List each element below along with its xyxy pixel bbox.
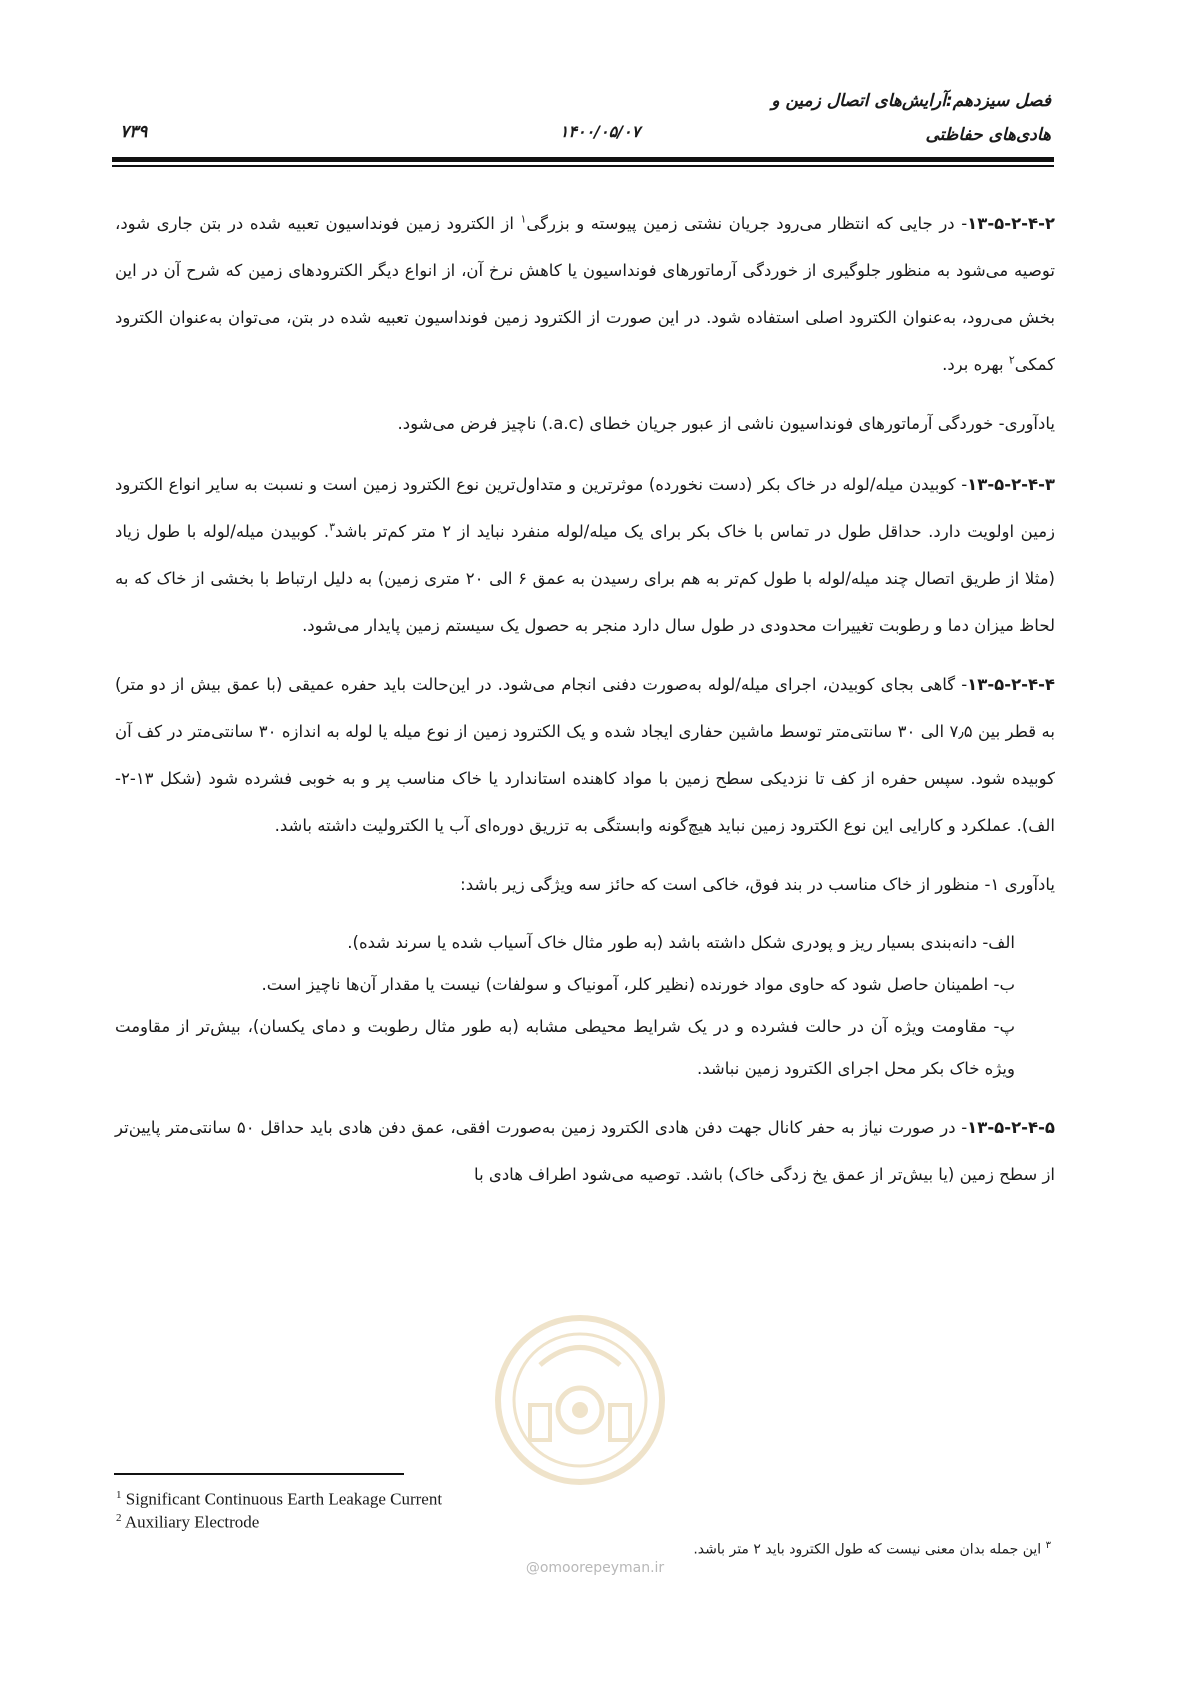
chapter-title-line2: هادی‌های حفاظتی — [925, 125, 1051, 145]
footnote-text: Significant Continuous Earth Leakage Current — [125, 1489, 443, 1509]
chapter-title-line1: فصل سیزدهم:آرایش‌های اتصال زمین و — [771, 91, 1051, 111]
footnote-2 — [116, 1507, 259, 1534]
reminder-item: ب- اطمینان حاصل شود که حاوی مواد خورنده (نظیر کلر، آمونیاک و سولفات) نیست یا مقدار آن‌ها ناچیز است. — [261, 975, 1015, 994]
footnote-ref[interactable]: ۱ — [520, 212, 527, 226]
header-date: ۱۴۰۰/۰۵/۰۷ — [559, 122, 641, 141]
watermark-url: @omoorepeyman.ir — [525, 1560, 665, 1576]
section-text: - در جایی که انتظار می‌رود جریان نشتی زمین پیوسته و بزرگی — [526, 214, 968, 233]
section-number: ۱۳-۵-۲-۴-۴ — [967, 675, 1055, 694]
footnote-3 — [451, 1540, 1051, 1558]
footnote-text: این جمله بدان معنی نیست که طول الکترود باید ۲ متر باشد. — [693, 1541, 1042, 1558]
watermark-logo — [490, 1310, 670, 1490]
header-rule-thin — [112, 165, 1054, 167]
footnote-mark: ۳ — [1045, 1540, 1051, 1551]
reminder-item: الف- دانه‌بندی بسیار ریز و پودری شکل داشته باشد (به طور مثال خاک آسیاب شده یا سرند شده). — [347, 933, 1015, 952]
header-rule-thick — [112, 157, 1054, 162]
section-text: - در صورت نیاز به حفر کانال جهت دفن هادی الکترود زمین به‌صورت افقی، عمق دفن هادی باید حداقل ۵۰ سانتی‌متر پایین‌تر از سطح زمین (یا بیش‌تر از عمق یخ زدگی خاک) باشد. توصیه می‌شود اطراف هادی با — [115, 1118, 1055, 1184]
section-number: ۱۳-۵-۲-۴-۲ — [967, 214, 1055, 233]
section-paragraph — [115, 461, 1055, 649]
page-number: ۷۳۹ — [120, 122, 148, 142]
footnote-text: Auxiliary Electrode — [124, 1512, 260, 1532]
footnote-rule — [114, 1473, 404, 1475]
section-text: بهره برد. — [942, 355, 1009, 374]
footnote-mark: 2 — [116, 1512, 122, 1524]
footnote-ref[interactable]: ۳ — [329, 520, 335, 534]
section-text: . کوبیدن میله/لوله با طول زیاد (مثلا از طریق اتصال چند میله/لوله با طول کم‌تر به هم برای رسیدن به عمق ۶ الی ۲۰ متری زمین) به دلیل ارتباط با بخشی از خاک که به لحاظ میزان دما و رطوبت تغییرات محدودی در طول سال دارد منجر به حصول یک سیستم زمین پایدار می‌شود. — [115, 522, 1055, 635]
reminder-intro: یادآوری ۱- منظور از خاک مناسب در بند فوق، خاکی است که حائز سه ویژگی زیر باشد: — [460, 875, 1055, 894]
section-paragraph — [115, 200, 1055, 388]
body-text — [115, 200, 1055, 1210]
footnote-mark: 1 — [116, 1489, 122, 1501]
section-number: ۱۳-۵-۲-۴-۳ — [967, 475, 1055, 494]
section-text: از الکترود زمین فونداسیون تعبیه شده در بتن جاری شود، توصیه می‌شود به منظور جلوگیری از خوردگی آرماتورهای فونداسیون یا کاهش نرخ آن، از انواع دیگر الکترودهای زمین که شرح آن در این بخش می‌رود، به‌عنوان الکترود اصلی استفاده شود. در این صورت از الکترود زمین فونداسیون تعبیه شده در بتن، می‌توان به‌عنوان الکترود کمکی — [115, 214, 1055, 374]
section-number: ۱۳-۵-۲-۴-۵ — [967, 1118, 1055, 1137]
chapter-title — [631, 84, 1051, 152]
footnote-ref[interactable]: ۲ — [1008, 353, 1015, 367]
section-text: - گاهی بجای کوبیدن، اجرای میله/لوله به‌صورت دفنی انجام می‌شود. در این‌حالت باید حفره عمیقی (با عمق بیش از دو متر) به قطر بین ۷٫۵ الی ۳۰ سانتی‌متر توسط ماشین حفاری ایجاد شده و یک الکترود زمین از نوع میله یا لوله به اندازه ۳۰ سانتی‌متر در کف آن کوبیده شود. سپس حفره از کف تا نزدیکی سطح زمین با مواد کاهنده استاندارد یا خاک مناسب پر و به خوبی فشرده شود (شکل ۱۳-۲-الف). عملکرد و کارایی این نوع الکترود زمین نباید هیچ‌گونه وابستگی به تزریق دوره‌ای آب یا الکترولیت داشته باشد. — [115, 675, 1055, 835]
note-paragraph: یادآوری- خوردگی آرماتورهای فونداسیون ناشی از عبور جریان خطای (a.c.) ناچیز فرض می‌شود. — [397, 414, 1055, 433]
section-text: - کوبیدن میله/لوله در خاک بکر (دست نخورده) موثرترین و متداول‌ترین نوع الکترود زمین است و نسبت به سایر انواع الکترود زمین اولویت دارد. حداقل طول در تماس با خاک بکر برای یک میله/لوله منفرد نباید از ۲ متر کم‌تر باشد — [115, 475, 1055, 541]
section-paragraph — [115, 1104, 1055, 1198]
section-paragraph — [115, 661, 1055, 849]
reminder-item: پ- مقاومت ویژه آن در حالت فشرده و در یک شرایط محیطی مشابه (به طور مثال رطوبت و دمای یکسان)، بیش‌تر از مقاومت ویژه خاک بکر محل اجرای الکترود زمین نباشد. — [115, 1017, 1015, 1078]
